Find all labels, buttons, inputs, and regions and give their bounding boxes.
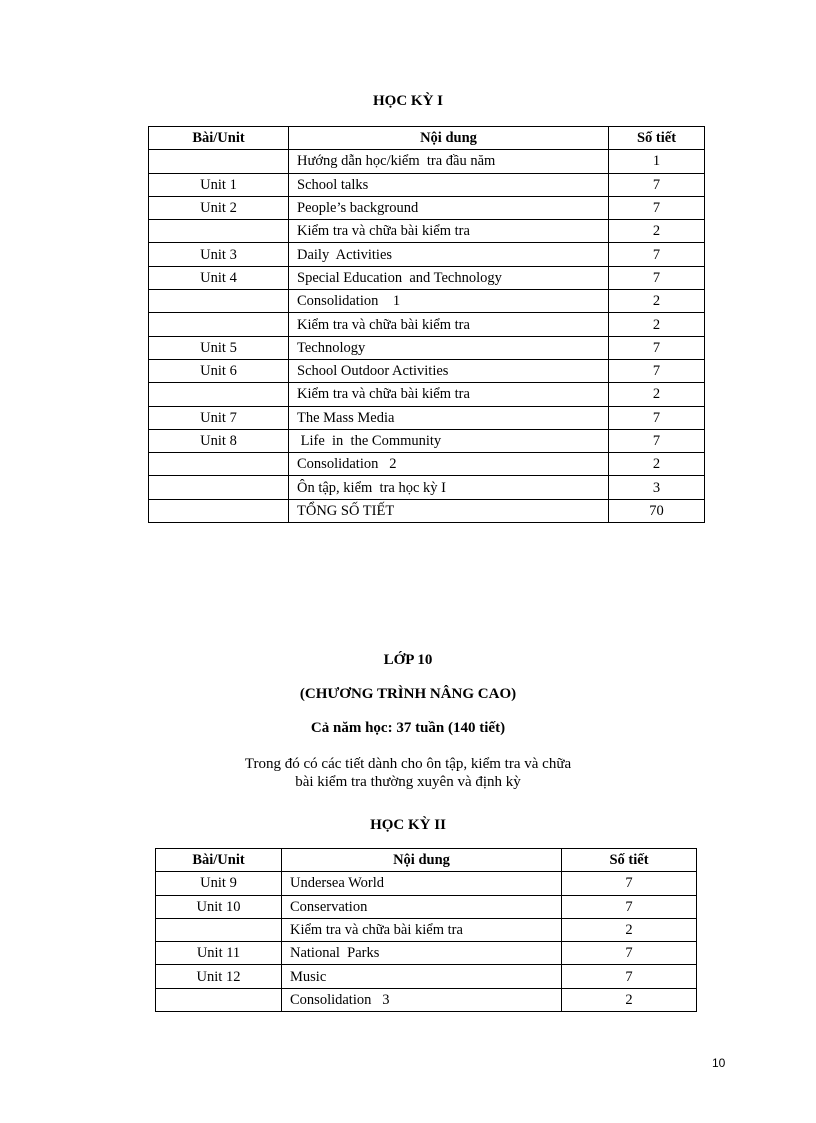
table-row [156, 895, 697, 918]
periods-cell: 1 [609, 150, 705, 173]
semester-2-table-body [156, 872, 697, 1012]
unit-cell: Unit 9 [156, 872, 282, 895]
periods-cell: 7 [609, 406, 705, 429]
content-cell: TỔNG SỐ TIẾT [289, 499, 609, 522]
periods-cell: 7 [562, 872, 697, 895]
program-title: (CHƯƠNG TRÌNH NÂNG CAO) [299, 686, 517, 702]
unit-cell: Unit 5 [149, 336, 289, 359]
periods-cell: 7 [562, 965, 697, 988]
table-row [149, 476, 705, 499]
unit-cell: Unit 7 [149, 406, 289, 429]
grade-title: LỚP 10 [383, 652, 433, 668]
table-row [149, 220, 705, 243]
periods-cell: 7 [609, 196, 705, 219]
content-cell: National Parks [282, 942, 562, 965]
table-row [156, 965, 697, 988]
page-number: 10 [712, 1056, 726, 1070]
unit-cell [149, 453, 289, 476]
semester-1-table-body [149, 150, 705, 523]
periods-cell: 7 [609, 266, 705, 289]
periods-cell: 70 [609, 499, 705, 522]
content-cell: Consolidation 3 [282, 988, 562, 1011]
periods-cell: 2 [609, 383, 705, 406]
periods-cell: 7 [609, 429, 705, 452]
periods-cell: 3 [609, 476, 705, 499]
content-cell: Kiểm tra và chữa bài kiểm tra [282, 918, 562, 941]
unit-cell [149, 290, 289, 313]
content-cell: Consolidation 2 [289, 453, 609, 476]
semester-1-table [148, 126, 705, 523]
table-row [149, 406, 705, 429]
table-row [156, 988, 697, 1011]
unit-cell: Unit 6 [149, 359, 289, 382]
content-cell: Undersea World [282, 872, 562, 895]
table-row [149, 336, 705, 359]
unit-cell: Unit 11 [156, 942, 282, 965]
periods-cell: 2 [562, 988, 697, 1011]
unit-cell: Unit 4 [149, 266, 289, 289]
periods-cell: 7 [562, 895, 697, 918]
content-cell: Consolidation 1 [289, 290, 609, 313]
periods-cell: 7 [562, 942, 697, 965]
periods-cell: 2 [609, 453, 705, 476]
periods-cell: 7 [609, 336, 705, 359]
periods-column-header: Số tiết [562, 849, 697, 872]
note-line-2: bài kiểm tra thường xuyên và định kỳ [295, 774, 521, 790]
table-row [149, 383, 705, 406]
content-cell: Kiểm tra và chữa bài kiểm tra [289, 313, 609, 336]
periods-cell: 2 [609, 220, 705, 243]
periods-cell: 2 [609, 290, 705, 313]
unit-cell: Unit 12 [156, 965, 282, 988]
content-cell: School talks [289, 173, 609, 196]
unit-column-header: Bài/Unit [149, 127, 289, 150]
table-row [149, 359, 705, 382]
unit-cell [149, 220, 289, 243]
table-row [149, 429, 705, 452]
periods-column-header: Số tiết [609, 127, 705, 150]
unit-cell [156, 988, 282, 1011]
content-cell: Music [282, 965, 562, 988]
unit-cell: Unit 2 [149, 196, 289, 219]
content-cell: People’s background [289, 196, 609, 219]
content-cell: Technology [289, 336, 609, 359]
unit-cell [149, 313, 289, 336]
semester-1-title: HỌC KỲ I [372, 93, 443, 109]
unit-cell: Unit 1 [149, 173, 289, 196]
unit-cell [149, 476, 289, 499]
table-row [149, 173, 705, 196]
unit-cell [149, 383, 289, 406]
unit-cell: Unit 3 [149, 243, 289, 266]
content-cell: Kiểm tra và chữa bài kiểm tra [289, 220, 609, 243]
unit-cell: Unit 8 [149, 429, 289, 452]
content-cell: Special Education and Technology [289, 266, 609, 289]
note-line-1: Trong đó có các tiết dành cho ôn tập, kiểm tra và chữa [244, 756, 572, 772]
table-row [149, 313, 705, 336]
table-row [149, 243, 705, 266]
table-row [156, 872, 697, 895]
semester-2-title: HỌC KỲ II [370, 817, 446, 833]
table-row [149, 499, 705, 522]
unit-cell [149, 150, 289, 173]
table-row [149, 266, 705, 289]
content-cell: Life in the Community [289, 429, 609, 452]
content-cell: Hướng dẫn học/kiểm tra đầu năm [289, 150, 609, 173]
table-header-row [156, 849, 697, 872]
content-cell: Daily Activities [289, 243, 609, 266]
table-row [156, 942, 697, 965]
periods-cell: 7 [609, 243, 705, 266]
periods-cell: 7 [609, 359, 705, 382]
unit-cell [156, 918, 282, 941]
content-cell: The Mass Media [289, 406, 609, 429]
periods-cell: 7 [609, 173, 705, 196]
table-row [149, 453, 705, 476]
unit-column-header: Bài/Unit [156, 849, 282, 872]
periods-cell: 2 [609, 313, 705, 336]
content-cell: Conservation [282, 895, 562, 918]
table-row [149, 150, 705, 173]
table-row [149, 290, 705, 313]
semester-2-table [155, 848, 697, 1012]
table-row [156, 918, 697, 941]
content-column-header: Nội dung [289, 127, 609, 150]
content-cell: Ôn tập, kiểm tra học kỳ I [289, 476, 609, 499]
content-column-header: Nội dung [282, 849, 562, 872]
table-row [149, 196, 705, 219]
periods-cell: 2 [562, 918, 697, 941]
school-year-info: Cả năm học: 37 tuần (140 tiết) [310, 720, 506, 736]
table-header-row [149, 127, 705, 150]
content-cell: Kiểm tra và chữa bài kiểm tra [289, 383, 609, 406]
unit-cell [149, 499, 289, 522]
unit-cell: Unit 10 [156, 895, 282, 918]
content-cell: School Outdoor Activities [289, 359, 609, 382]
